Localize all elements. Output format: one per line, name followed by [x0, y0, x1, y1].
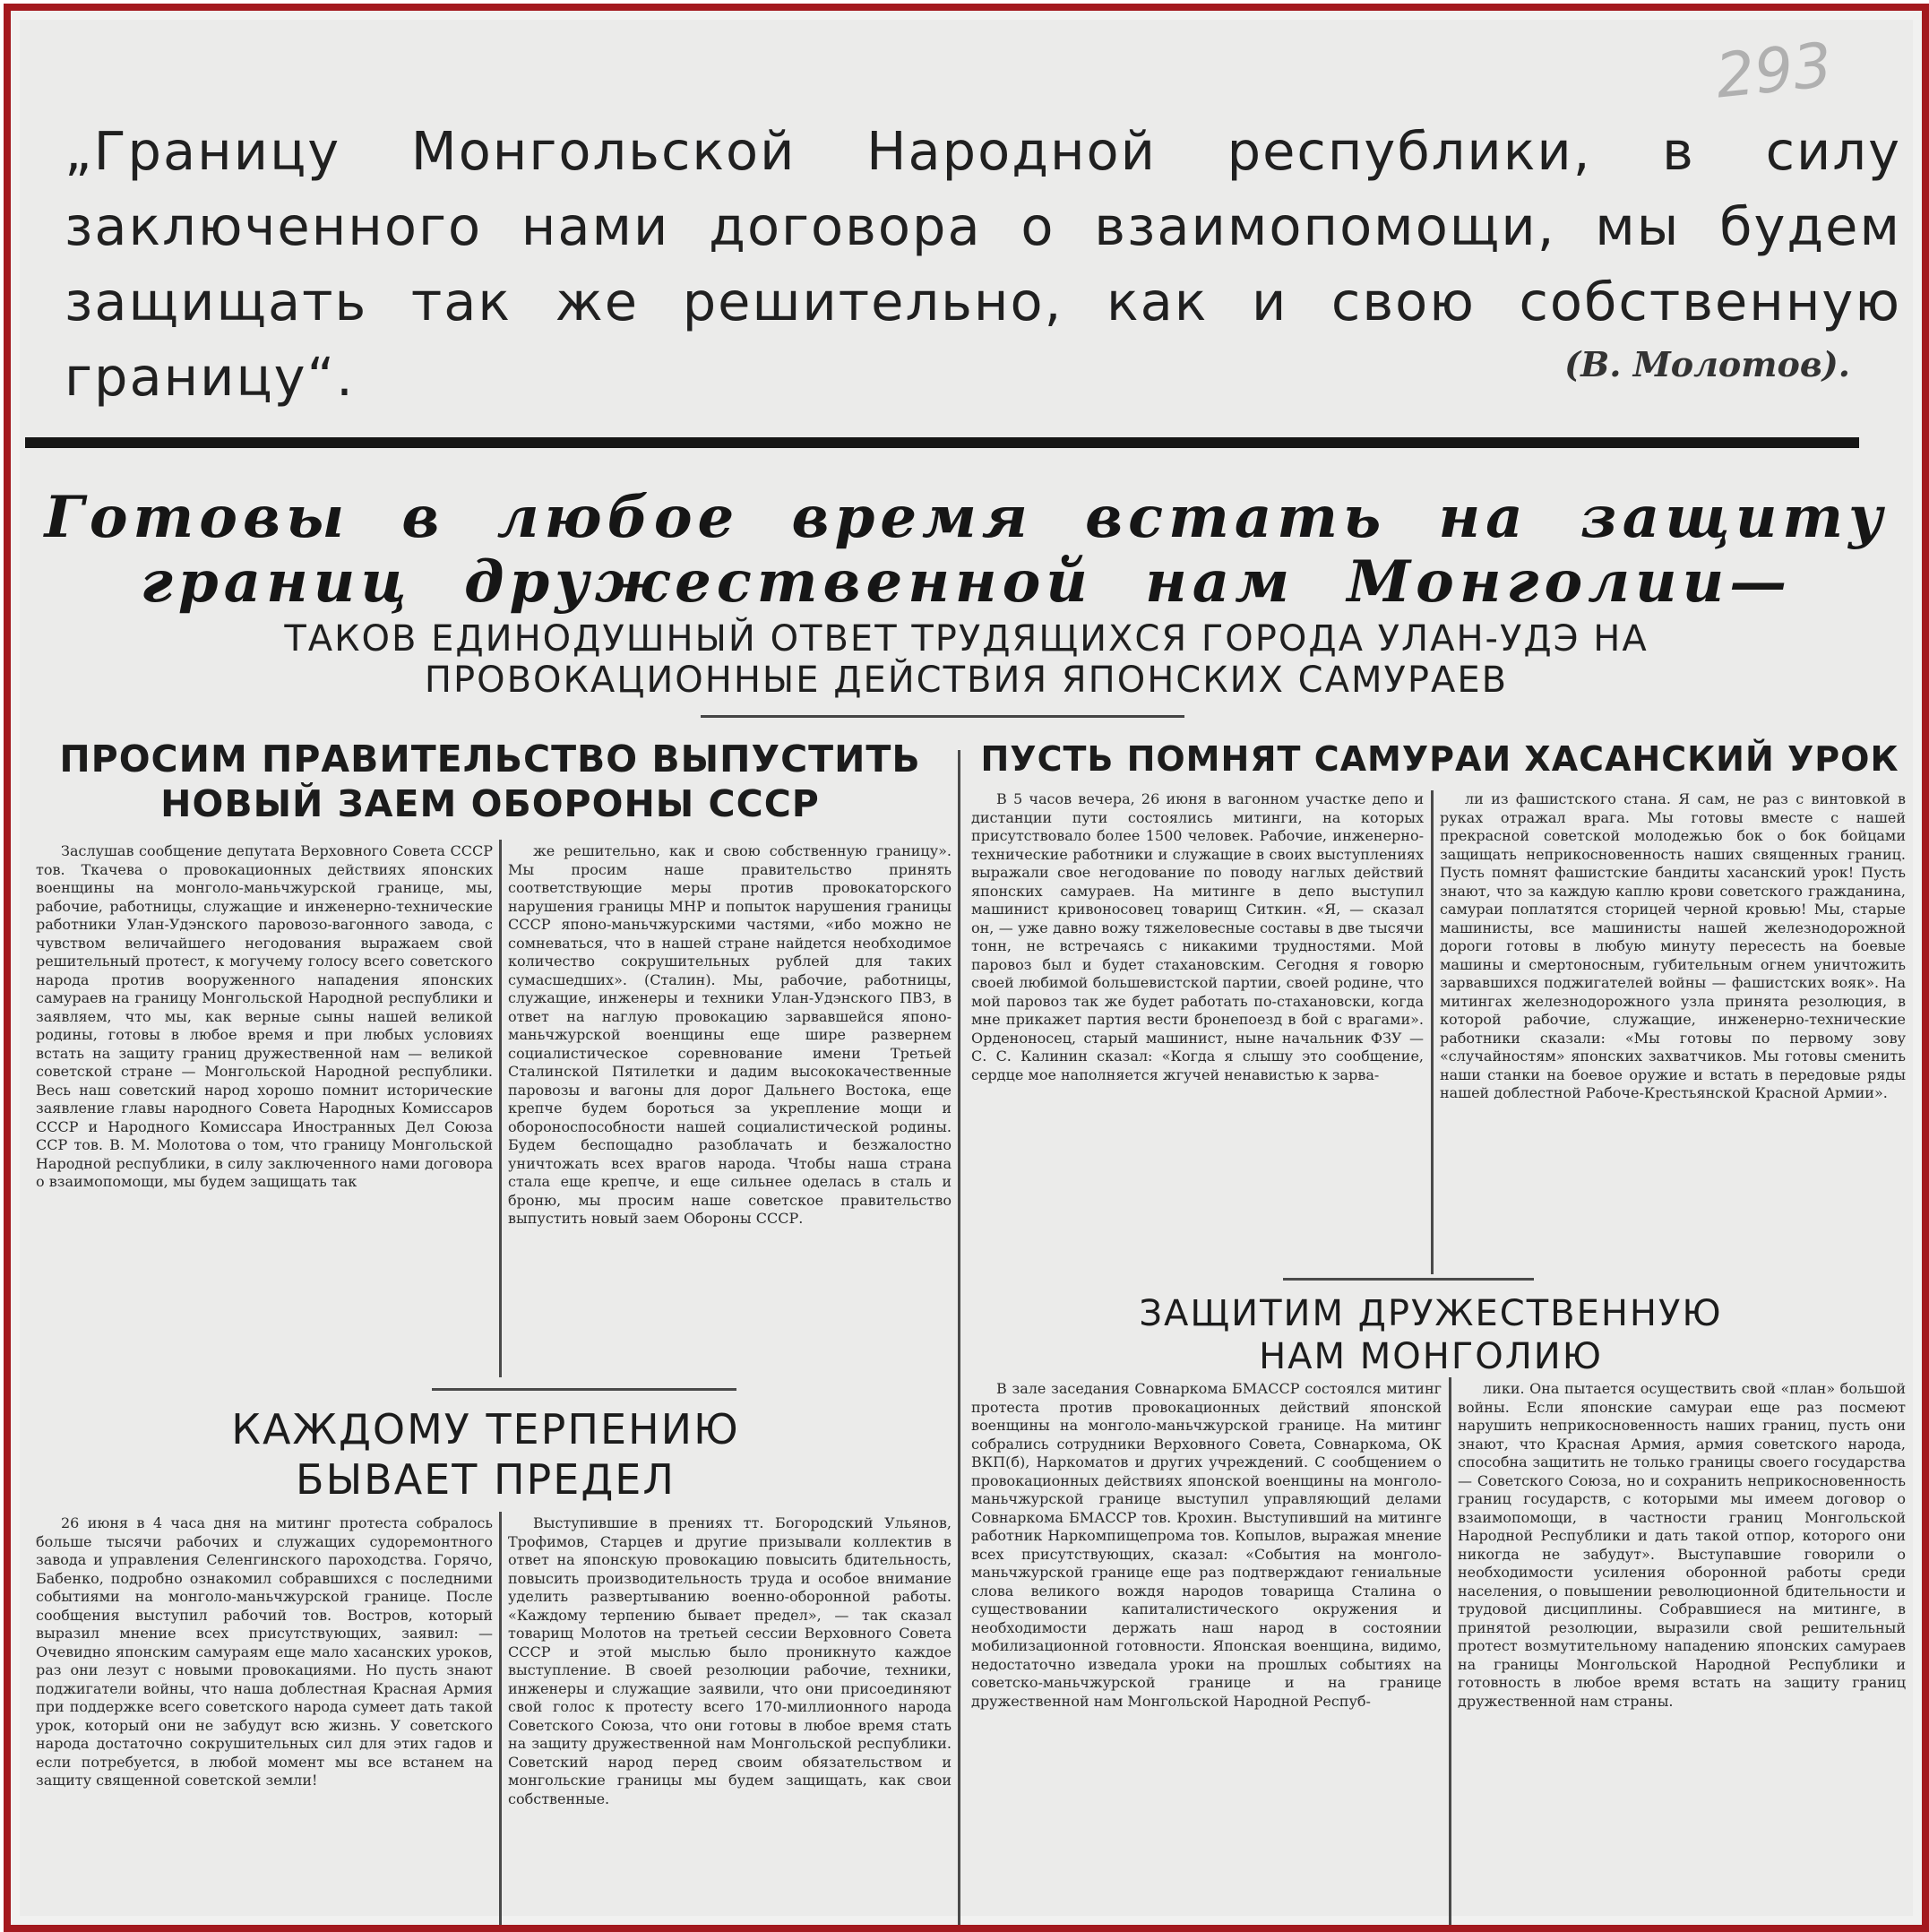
article-title-defend [1050, 1292, 1812, 1378]
article-title-patience-line-1: КАЖДОМУ ТЕРПЕНИЮ [231, 1405, 740, 1453]
article-khasan-column-2: ли из фашистского стана. Я сам, не раз с винтовкой в руках отражал врага. Мы готовы вместе с нашей прекрасной советской молодежью бок о бок бойцами защищать неприкосновенность наших священных границ. Пусть помнят фашистские бандиты хасанский урок! Пусть знают, что за каждую каплю крови советского гражданина, самураи поплатятся сторицей черной кровью! Мы, старые машинисты, все машинисты нашей железнодорожной дороги готовы в любую минуту пересесть на боевые машины и смертоносным, губительным огнем уничтожить зарвавшихся поджигателей войны — фашистских вояк». На митингах железнодорожного узла принята резолюция, в которой рабочие, служащие, инженерно-технические работники сказали: «Мы готовы по первому зову «случайностям» японских захватчиков. Мы готовы сменить наши станки на боевое оружие и встать в передовые ряды нашей доблестной Рабоче-Крестьянской Красной Армии». [1440, 790, 1906, 1101]
page-number: 293 [1712, 30, 1836, 113]
article-loan-column-2: же решительно, как и свою собственную границу». Мы просим наше правительство принять соответствующие меры против провокаторского нарушения границы МНР и попыток нарушения границы СССР японо-маньчжурскими частями, «ибо можно не сомневаться, что в нашей стране найдется необходимое количество сокрушительных рублей для таких сумасшедших». (Сталин). Мы, рабочие, работницы, служащие, инженеры и техники Улан-Удэнского ПВЗ, в ответ на наглую провокацию зарвавшейся японо-маньчжурской военщины еще шире развернем социалистическое соревнование имени Третьей Сталинской Пятилетки и дадим высококачественные паровозы и вагоны для дорог Дальнего Востока, еще крепче будем бороться за укрепление мощи и обороноспособности нашей социалистической родины. Будем беспощадно разоблачать и безжалостно уничтожать всех врагов народа. Чтобы наша страна стала еще крепче, и еще сильнее оделась в сталь и броню, мы просим наше советское правительство выпустить новый заем Обороны СССР. [508, 842, 952, 1227]
main-headline [20, 486, 1913, 615]
article-defend-column-2: лики. Она пытается осуществить свой «план» большой войны. Если японские самураи еще раз посмеют нарушить неприкосновенность наших границ, пусть они знают, что Красная Армия, армия советского народа, способна защитить не только границы своего государства — Советского Союза, но и сохранить неприкосновенность границ государств, с которыми мы имеем договор о взаимопомощи, в частности границ Монгольской Народной Республики и дать такой отпор, которого они никогда не забудут». Выступавшие говорили о необходимости усиления оборонной работы среди населения, о повышении революционной бдительности и трудовой дисциплины. Собравшиеся на митинге, в принятой резолюции, выразили свой решительный протест возмутительному нападению японских самураев на границы Монгольской Народной Республики и готовность в любое время встать на защиту границ дружественной нам страны. [1458, 1380, 1906, 1710]
article-title-patience [73, 1404, 898, 1505]
separator-rule [25, 437, 1859, 448]
article-title-patience-line-2: БЫВАЕТ ПРЕДЕЛ [296, 1455, 676, 1504]
article-defend-column-1: В зале заседания Совнаркома БМАССР состоялся митинг протеста против провокационных действий японской военщины на монголо-маньчжурской границе. На митинг собрались сотрудники Верховного Совета, Совнаркома, ОК ВКП(б), Наркоматов и других учреждений. С сообщением о провокационных действиях японской военщины на монголо-маньчжурской границе выступил управляющий делами Совнаркома БМАССР тов. Крохин. Выступивший на митинге работник Наркомпищепрома тов. Копылов, выражая мнение всех присутствующих, сказал: «События на монголо-маньчжурской границе еще раз подтверждают гениальные слова великого вождя народов товарища Сталина о существовании капиталистического окружения и необходимости держать наш народ в состоянии мобилизационной готовности. Японская военщина, видимо, недостаточно изведала уроки на прошлых событиях на советско-маньчжурской границе и на границе дружественной нам Монгольской Народной Респуб- [971, 1380, 1442, 1710]
subheadline-line-1: ТАКОВ ЕДИНОДУШНЫЙ ОТВЕТ ТРУДЯЩИХСЯ ГОРОДА УЛАН-УДЭ НА [284, 618, 1649, 660]
article-title-defend-line-1: ЗАЩИТИМ ДРУЖЕСТВЕННУЮ [1139, 1293, 1723, 1334]
article-patience-column-2: Выступившие в прениях тт. Богородский Ульянов, Трофимов, Старцев и другие призывали коллектив в ответ на японскую провокацию повысить бдительность, повысить производительность труда и особое внимание уделить развертыванию военно-оборонной работы. «Каждому терпению бывает предел», — так сказал товарищ Молотов на третьей сессии Верховного Совета СССР и этой мыслью было проникнуто каждое выступление. В своей резолюции рабочие, техники, инженеры и служащие заявили, что они присоединяют свой голос к протесту всего 170-миллионного народа Советского Союза, что они готовы в любое время стать на защиту дружественной нам Монгольской республики. Советский народ перед своим обязательством и монгольские границы мы будем защищать, как свои собственные. [508, 1514, 952, 1807]
page-frame [4, 4, 1929, 1932]
column-divider-left-top [499, 840, 502, 1377]
article-title-khasan: ПУСТЬ ПОМНЯТ САМУРАИ ХАСАНСКИЙ УРОК [980, 739, 1899, 779]
column-divider-right-top [1431, 790, 1434, 1274]
quote-author: (В. Молотов). [1564, 344, 1850, 384]
article-title-loan [29, 737, 952, 826]
article-title-loan-line-2: НОВЫЙ ЗАЕМ ОБОРОНЫ СССР [160, 782, 820, 825]
molotov-quote: „Границу Монгольской Народной республики, в силу заключенного нами договора о взаимопомощи, мы будем защищать так же решительно, как и свою собственную границу“. [65, 120, 1901, 408]
column-divider-left-bottom [499, 1512, 502, 1931]
column-divider-center [958, 750, 960, 1931]
column-divider-right-bottom [1449, 1377, 1451, 1931]
headline-line-2: границ дружественной нам Монголии— [140, 548, 1793, 616]
article-separator-right [1283, 1278, 1534, 1281]
headline-underline [701, 715, 1184, 718]
article-title-loan-line-1: ПРОСИМ ПРАВИТЕЛЬСТВО ВЫПУСТИТЬ [59, 737, 921, 781]
article-khasan-column-1: В 5 часов вечера, 26 июня в вагонном участке депо и дистанции пути состоялись митинги, на которых присутствовало более 1500 человек. Рабочие, инженерно-технические работники и служащие в своих выступлениях выражали свое негодование по поводу наглых действий японских самураев. На митинге в депо выступил машинист кривоносовец товарищ Ситкин. «Я, — сказал он, — уже давно вожу тяжеловесные составы в две тысячи тонн, не встречаясь с никакими трудностями. Мой паровоз был и будет стахановским. Сегодня я говорю своей любимой большевистской партии, своей родине, что мой паровоз так же будет работать по-стахановски, когда мне прикажет партия вести бронепоезд в бой с врагами». Орденоносец, старый машинист, ныне начальник ФЗУ — С. С. Калинин сказал: «Когда я слышу это сообщение, сердце мое наполняется жгучей ненавистью к зарва- [971, 790, 1424, 1083]
article-title-defend-line-2: НАМ МОНГОЛИЮ [1259, 1336, 1603, 1377]
article-patience-column-1: 26 июня в 4 часа дня на митинг протеста собралось больше тысячи рабочих и служащих судоремонтного завода и управления Селенгинского пароходства. Горячо, Бабенко, подробно ознакомил собравшихся с последними событиями на монголо-маньчжурской границе. После сообщения выступил рабочий тов. Востров, который выразил мнение всех присутствующих, заявил: — Очевидно японским самураям еще мало хасанских уроков, раз они лезут с новыми провокациями. Но пусть знают поджигатели войны, что наша доблестная Красная Армия при поддержке всего советского народа сумеет дать такой урок, который они не забудут всю жизнь. У советского народа достаточно сокрушительных сил для этих гадов и если потребуется, в любой момент мы все встанем на защиту священной советской земли! [36, 1514, 493, 1789]
article-loan-column-1: Заслушав сообщение депутата Верховного Совета СССР тов. Ткачева о провокационных действиях японских военщины на монголо-маньчжурской границе, мы, рабочие, работницы, служащие и инженерно-технические работники Улан-Удэнского паровозо-вагонного завода, с чувством величайшего негодования выражаем свой решительный протест, к могучему голосу всего советского народа против вооруженного нападения японских самураев на границу Монгольской Народной республики и заявляем, что мы, как верные сыны нашей великой родины, готовы в любое время и при любых условиях встать на защиту границ дружественной нам — великой советской стране — Монгольской Народной республики. Весь наш советский народ хорошо помнит исторические заявление главы народного Совета Народных Комиссаров СССР и Народного Комиссара Иностранных Дел Союза ССР тов. В. М. Молотова о том, что границу Монгольской Народной республики, в силу заключенного нами договора о взаимопомощи, мы будем защищать так [36, 842, 493, 1190]
main-subheadline [20, 618, 1913, 701]
subheadline-line-2: ПРОВОКАЦИОННЫЕ ДЕЙСТВИЯ ЯПОНСКИХ САМУРАЕВ [424, 660, 1509, 701]
headline-line-1: Готовы в любое время встать на защиту [44, 484, 1889, 551]
article-separator-left [432, 1388, 736, 1391]
newspaper-page [20, 20, 1913, 1916]
